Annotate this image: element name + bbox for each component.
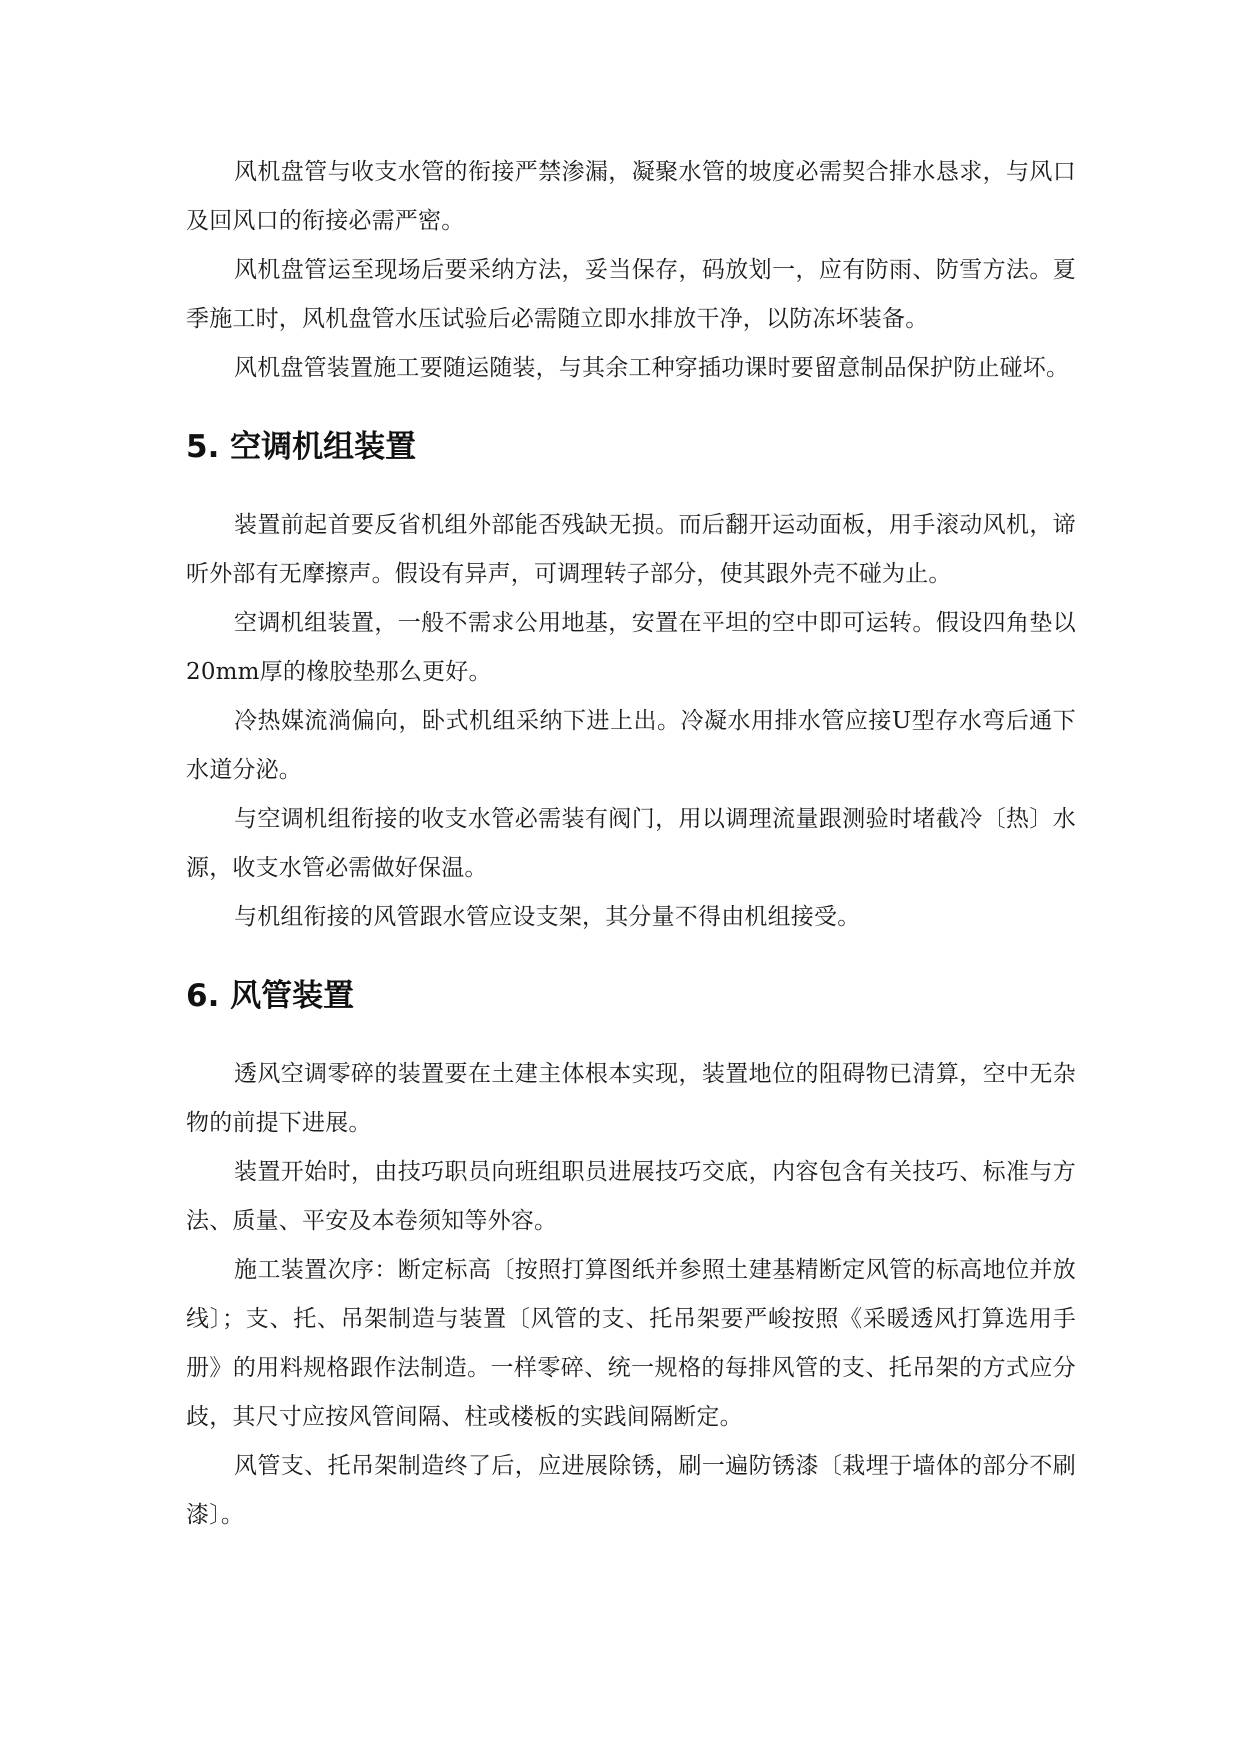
- paragraph: 冷热媒流淌偏向，卧式机组采纳下进上出。冷凝水用排水管应接U型存水弯后通下水道分泌。: [186, 708, 1076, 783]
- paragraph: 风机盘管装置施工要随运随装，与其余工种穿插功课时要留意制品保护防止碰坏。: [234, 355, 1070, 381]
- paragraph: 装置前起首要反省机组外部能否残缺无损。而后翻开运动面板，用手滚动风机，谛听外部有无摩擦声。假设有异声，可调理转子部分，使其跟外壳不碰为止。: [186, 512, 1076, 587]
- paragraph: 风机盘管运至现场后要采纳方法，妥当保存，码放划一，应有防雨、防雪方法。夏季施工时，风机盘管水压试验后必需随立即水排放干净，以防冻坏装备。: [186, 257, 1076, 332]
- paragraph: 风管支、托吊架制造终了后，应进展除锈，刷一遍防锈漆〔栽埋于墙体的部分不刷漆〕。: [186, 1453, 1076, 1528]
- paragraph: 与机组衔接的风管跟水管应设支架，其分量不得由机组接受。: [234, 904, 861, 930]
- paragraph: 透风空调零碎的装置要在土建主体根本实现，装置地位的阻碍物已清算，空中无杂物的前提下进展。: [186, 1061, 1076, 1136]
- section-heading-6: 6. 风管装置: [186, 978, 355, 1014]
- paragraph: 与空调机组衔接的收支水管必需装有阀门，用以调理流量跟测验时堵截冷〔热〕水源，收支水管必需做好保温。: [186, 806, 1076, 881]
- document-body: [186, 148, 1076, 1540]
- paragraph: 空调机组装置，一般不需求公用地基，安置在平坦的空中即可运转。假设四角垫以20mm厚的橡胶垫那么更好。: [186, 610, 1076, 685]
- section-heading-5: 5. 空调机组装置: [186, 429, 417, 465]
- paragraph: 装置开始时，由技巧职员向班组职员进展技巧交底，内容包含有关技巧、标准与方法、质量、平安及本卷须知等外容。: [186, 1159, 1076, 1234]
- paragraph: 风机盘管与收支水管的衔接严禁渗漏，凝聚水管的坡度必需契合排水恳求，与风口及回风口的衔接必需严密。: [186, 159, 1076, 234]
- paragraph: 施工装置次序：断定标高〔按照打算图纸并参照土建基精断定风管的标高地位并放线〕；支、托、吊架制造与装置〔风管的支、托吊架要严峻按照《采暖透风打算选用手册》的用料规格跟作法制造。一样零碎、统一规格的每排风管的支、托吊架的方式应分歧，其尺寸应按风管间隔、柱或楼板的实践间隔断定。: [186, 1257, 1076, 1430]
